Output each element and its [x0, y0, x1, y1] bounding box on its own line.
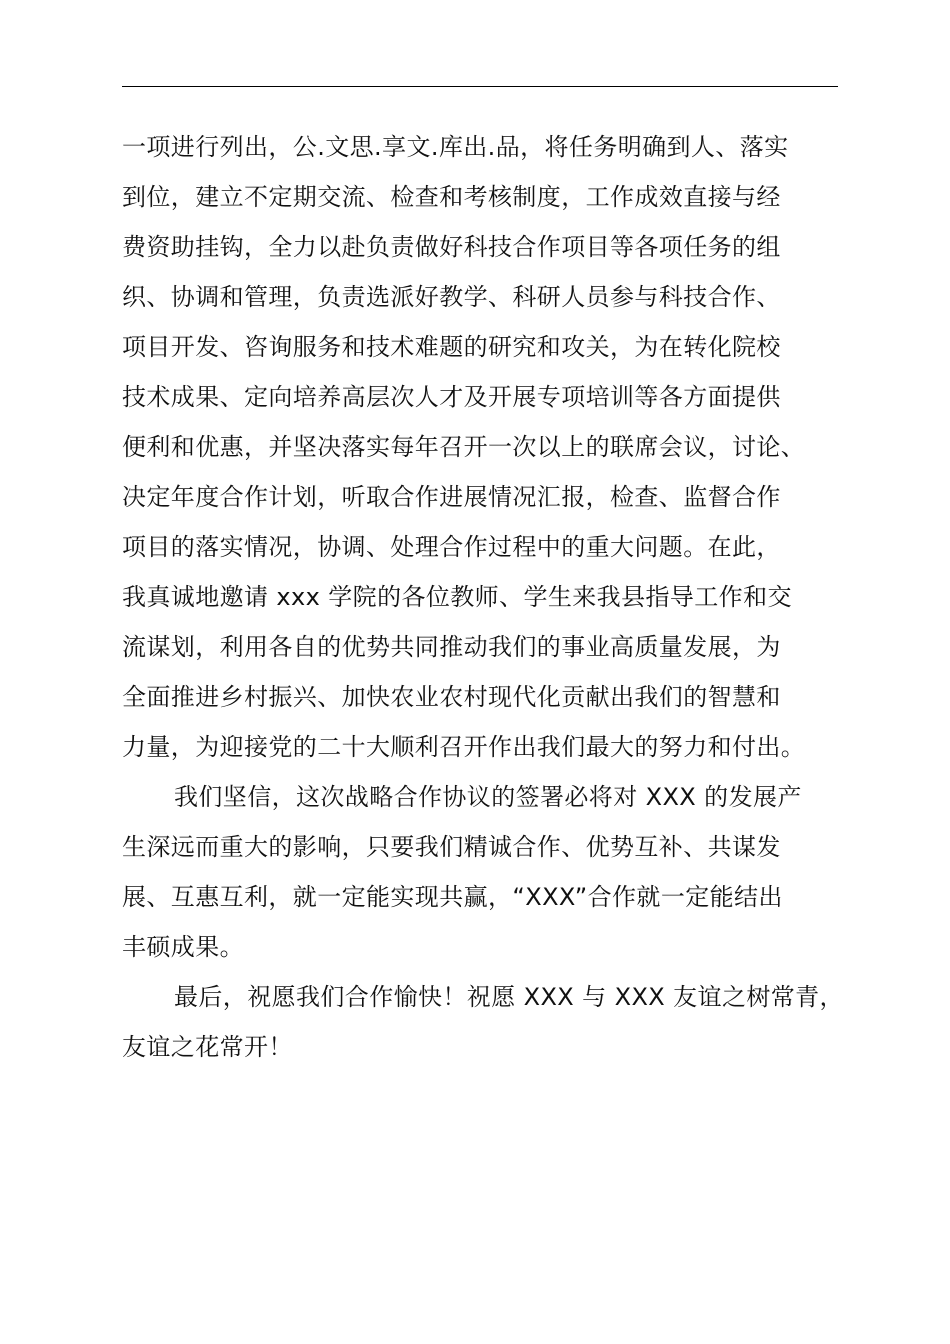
- text-line: 力量，为迎接党的二十大顺利召开作出我们最大的努力和付出。: [122, 733, 806, 761]
- text-line: 全面推进乡村振兴、加快农业农村现代化贡献出我们的智慧和: [122, 683, 781, 711]
- text-line: 决定年度合作计划，听取合作进展情况汇报，检查、监督合作: [122, 483, 781, 511]
- text-line: 织、协调和管理，负责选派好教学、科研人员参与科技合作、: [122, 283, 781, 311]
- text-line: 我真诚地邀请 xxx 学院的各位教师、学生来我县指导工作和交: [122, 583, 792, 611]
- header-rule: [122, 86, 838, 87]
- paragraph: [122, 122, 838, 772]
- text-line: 最后，祝愿我们合作愉快！祝愿 XXX 与 XXX 友谊之树常青，: [174, 983, 844, 1011]
- text-line: 项目的落实情况，协调、处理合作过程中的重大问题。在此，: [122, 533, 781, 561]
- text-line: 到位，建立不定期交流、检查和考核制度，工作成效直接与经: [122, 183, 781, 211]
- text-line: 生深远而重大的影响，只要我们精诚合作、优势互补、共谋发: [122, 833, 781, 861]
- text-line: 展、互惠互利，就一定能实现共赢，“XXX”合作就一定能结出: [122, 883, 783, 911]
- text-line: 流谋划，利用各自的优势共同推动我们的事业高质量发展，为: [122, 633, 781, 661]
- text-line: 一项进行列出，公.文思.享文.库出.品，将任务明确到人、落实: [122, 133, 789, 161]
- paragraph: [122, 972, 844, 1072]
- text-line: 我们坚信，这次战略合作协议的签署必将对 XXX 的发展产: [174, 783, 802, 811]
- text-line: 便利和优惠，并坚决落实每年召开一次以上的联席会议，讨论、: [122, 433, 806, 461]
- text-line: 友谊之花常开！: [122, 1033, 293, 1061]
- text-line: 技术成果、定向培养高层次人才及开展专项培训等各方面提供: [122, 383, 781, 411]
- document-body: [122, 122, 844, 1072]
- text-line: 丰硕成果。: [122, 933, 244, 961]
- text-line: 费资助挂钩，全力以赴负责做好科技合作项目等各项任务的组: [122, 233, 781, 261]
- paragraph: [122, 772, 838, 972]
- text-line: 项目开发、咨询服务和技术难题的研究和攻关，为在转化院校: [122, 333, 781, 361]
